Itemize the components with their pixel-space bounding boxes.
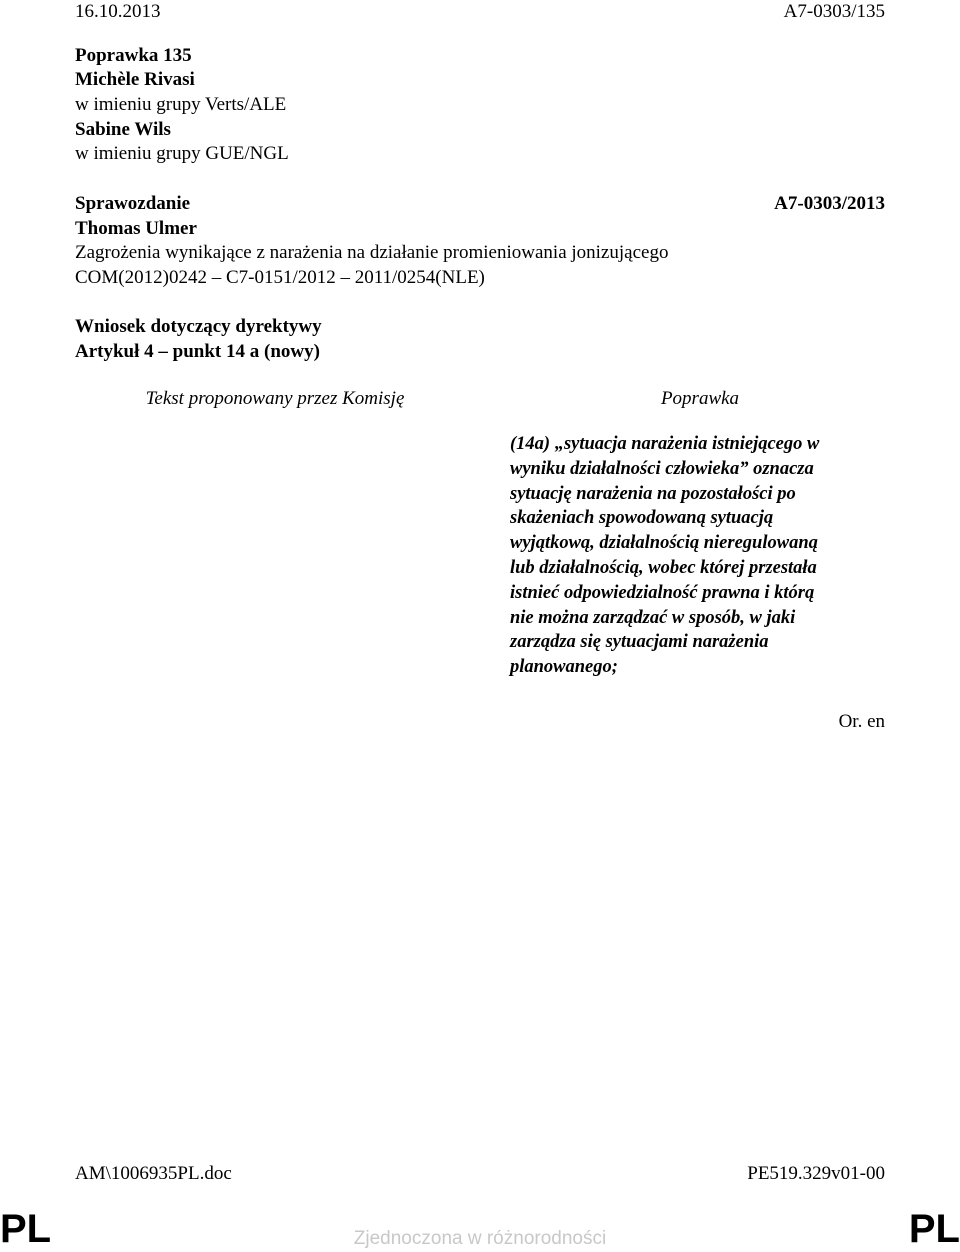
document-reference: A7-0303/135 xyxy=(783,1,885,22)
amendment-text-line: istnieć odpowiedzialność prawna i którą xyxy=(510,582,815,603)
eu-motto: Zjednoczona w różnorodności xyxy=(353,1228,607,1249)
political-group-1: w imieniu grupy Verts/ALE xyxy=(75,94,287,115)
amendment-text xyxy=(510,432,890,680)
rapporteur: Thomas Ulmer xyxy=(75,218,197,239)
amendment-text-line: wyniku działalności człowieka” oznacza xyxy=(510,458,814,479)
amendment-text-line: lub działalnością, wobec której przestała xyxy=(510,557,817,578)
author-1: Michèle Rivasi xyxy=(75,69,195,90)
amendment-column-header: Poprawka xyxy=(660,388,740,409)
proposal-article: Artykuł 4 – punkt 14 a (nowy) xyxy=(75,341,320,362)
report-subject: Zagrożenia wynikające z narażenia na działanie promieniowania jonizującego xyxy=(75,242,669,263)
amendment-text-line: nie można zarządzać w sposób, w jaki xyxy=(510,607,796,628)
language-code-right: PL xyxy=(908,1207,960,1251)
author-2: Sabine Wils xyxy=(75,119,171,140)
procedure-references: COM(2012)0242 – C7-0151/2012 – 2011/0254(NLE) xyxy=(75,267,485,288)
language-code-left: PL xyxy=(0,1207,52,1251)
commission-text-header: Tekst proponowany przez Komisję xyxy=(145,388,405,409)
amendment-text-line: planowanego; xyxy=(510,657,618,678)
report-number: A7-0303/2013 xyxy=(774,193,885,214)
amendment-text-line: sytuację narażenia na pozostałości po xyxy=(510,483,796,504)
proposal-title: Wniosek dotyczący dyrektywy xyxy=(75,316,322,337)
amendment-text-line: wyjątkową, działalnością nieregulowaną xyxy=(510,533,818,554)
document-date: 16.10.2013 xyxy=(75,1,161,22)
amendment-text-line: (14a) „sytuacja narażenia istniejącego w xyxy=(510,434,820,454)
footer-pe-number: PE519.329v01-00 xyxy=(747,1163,885,1184)
amendment-text-line: zarządza się sytuacjami narażenia xyxy=(510,632,769,653)
political-group-2: w imieniu grupy GUE/NGL xyxy=(75,143,289,164)
amendment-title: Poprawka 135 xyxy=(75,45,192,66)
original-language: Or. en xyxy=(838,711,885,732)
amendment-text-line: skażeniach spowodowaną sytuacją xyxy=(510,508,774,529)
footer-file-name: AM\1006935PL.doc xyxy=(75,1163,232,1184)
report-label: Sprawozdanie xyxy=(75,193,191,214)
